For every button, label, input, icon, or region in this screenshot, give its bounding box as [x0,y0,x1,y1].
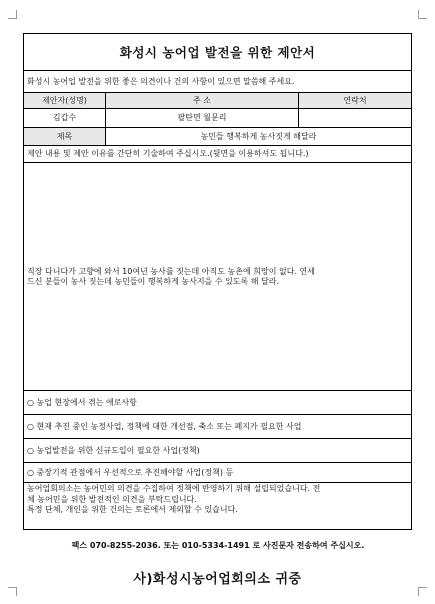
option-item: ○ 중장기적 관점에서 우선적으로 추진해야할 사업(정책) 등 [24,463,411,483]
subject-label: 제목 [24,128,106,145]
page-corner-mark [8,10,17,19]
form-title: 화성시 농어업 발전을 위한 제안서 [24,34,411,71]
proposer-value-row [24,109,411,128]
option-item: ○ 현재 추진 중인 농정사업, 정책에 대한 개선점, 축소 또는 폐지가 필요한 사업 [24,415,411,439]
option-item: ○ 농업발전을 위한 신규도입이 필요한 사업(정책) [24,439,411,463]
proposal-form [23,33,412,530]
contact-header: 연락처 [299,93,411,108]
page-corner-mark [8,587,17,596]
subject-row [24,128,411,146]
notice-line: 체 농어민을 위한 발전적인 의견을 부탁드립니다. [27,494,197,504]
proposer-header-row [24,93,411,109]
body-line: 드신 분들이 농사 짓는데 농민들이 행복하게 농사지을 수 있도록 해 달라. [27,276,280,286]
intro-label: 화성시 농어업 발전을 위한 좋은 의견이나 건의 사항이 있으면 말씀해 주세요. [27,76,295,86]
addressee-footer: 사)화성시농어업회의소 귀중 [133,572,302,587]
intro-text [24,71,411,93]
address-field[interactable]: 팔탄면 월문리 [106,109,299,127]
name-header: 제안자(성명) [24,93,106,108]
address-header: 주 소 [106,93,299,108]
name-field[interactable]: 김갑수 [24,109,106,127]
notice-line: 특정 단체, 개인을 위한 건의는 토론에서 제외할 수 있습니다. [27,505,238,514]
notice-line: 농어업회의소는 농어민의 의견을 수집하여 정책에 반영하기 위해 설립되었습니다. 전 [27,484,321,493]
body-line: 직장 다니다가 고향에 와서 10여년 농사를 짓는데 아직도 농촌에 희망이 없다. 연세 [27,266,315,276]
notice-text [24,483,411,529]
page-corner-mark [418,10,427,19]
proposal-body[interactable] [24,163,411,391]
instruction-text: 제안 내용 및 제안 이유를 간단히 기술하여 주십시오.(뒷면을 이용하셔도 됩니다.) [27,149,309,158]
fax-instruction: 팩스 070-8255-2036. 또는 010-5334-1491 로 사진문자 전송하여 주십시오. [71,541,365,550]
subject-field[interactable]: 농민들 행복하게 농사짓게 해달라 [200,131,317,141]
page-corner-mark [418,587,427,596]
contact-field[interactable] [299,109,411,127]
instruction-row [24,146,411,163]
option-item: ○ 농업 현장에서 겪는 애로사항 [24,391,411,415]
